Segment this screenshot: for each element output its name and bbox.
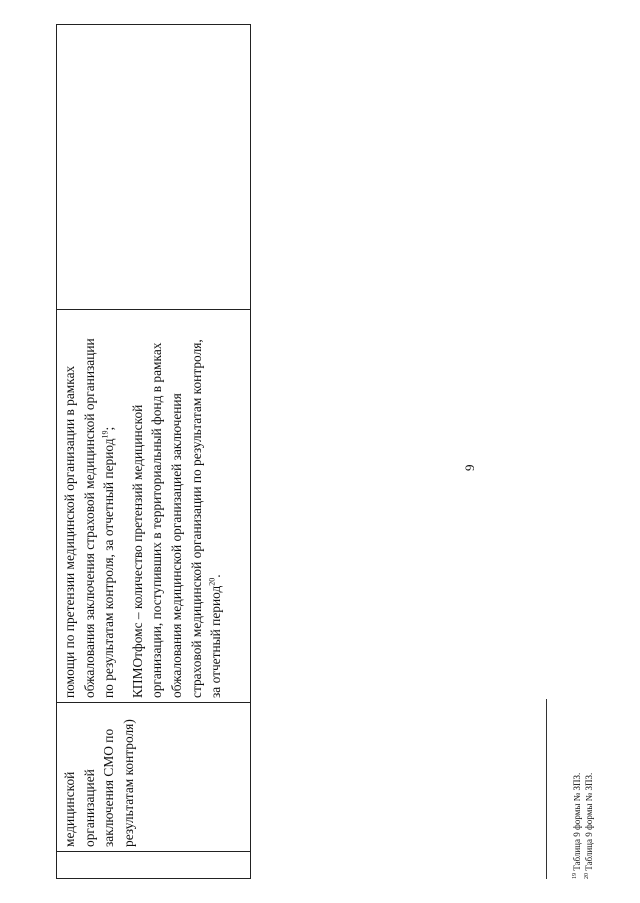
footnote-ref: 19 [100, 430, 110, 439]
formula-description-cell [57, 310, 251, 703]
footnote-ref: 20 [207, 577, 217, 586]
footnote: $^{20}$ Таблица 9 формы № ЗПЗ. [584, 772, 594, 879]
formula-line: КПМОтфомс – количество претензий медицинской [129, 404, 145, 698]
indicator-name-cell [57, 703, 251, 852]
table-row [57, 25, 251, 879]
footnote-divider [546, 699, 547, 879]
indicator-name-line: результатам контроля) [120, 719, 136, 847]
formula-line: обжалования медицинской организацией заключения [168, 393, 184, 698]
formula-line: страховой медицинской организации по результатам контроля, [188, 339, 204, 698]
indicator-table [56, 24, 251, 879]
formula-line: по результатам контроля, за отчетный период$^{19}$; [100, 426, 117, 698]
footnote: $^{19}$ Таблица 9 формы № ЗПЗ. [572, 772, 582, 879]
formula-line: помощи по претензии медицинской организации в рамках [62, 365, 77, 698]
formula-line: организации, поступивших в территориальный фонд в рамках [149, 342, 165, 698]
formula-line: за отчетный период$^{20}$. [207, 574, 224, 698]
formula-line: обжалования заключения страховой медицинской организации [81, 338, 97, 698]
indicator-name-line: заключения СМО по [101, 728, 117, 847]
table-cell-empty [57, 25, 251, 310]
indicator-name-line: организацией [81, 769, 97, 847]
table-cell-blank [57, 852, 251, 879]
indicator-name-line: медицинской [62, 771, 77, 847]
page-number: 9 [462, 464, 477, 471]
